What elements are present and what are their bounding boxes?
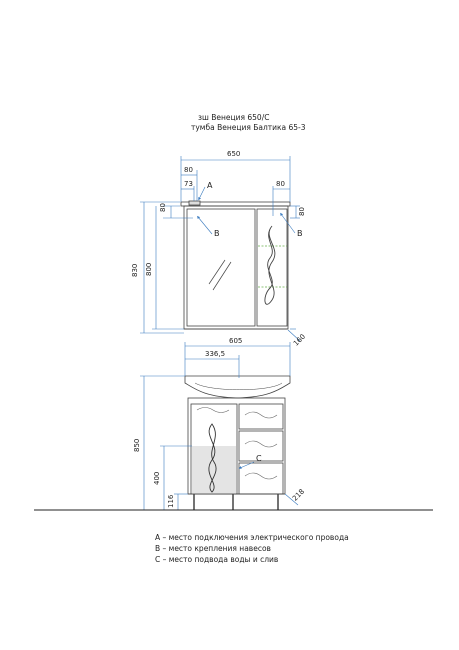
title-line-2: тумба Венеция Балтика 65-3	[191, 123, 306, 132]
dim-650	[181, 156, 290, 202]
mirror-cabinet	[181, 201, 290, 329]
dim-label-605: 605	[229, 337, 243, 345]
basin	[185, 376, 290, 398]
dim-label-80-left: 80	[184, 166, 193, 174]
drawer-3	[239, 463, 283, 494]
dim-label-850: 850	[133, 438, 141, 452]
legend-line-b: В – место крепления навесов	[155, 544, 271, 553]
dim-label-80-right: 80	[276, 180, 285, 188]
mirror-door	[187, 209, 255, 326]
dim-label-830: 830	[131, 263, 139, 277]
dim-label-116: 116	[167, 494, 175, 508]
marker-c-label: C	[256, 454, 262, 463]
marker-b-label-right: B	[297, 229, 303, 238]
markers-cabinet	[198, 187, 295, 234]
dim-label-336-5: 336,5	[205, 350, 226, 358]
dim-label-160: 160	[292, 332, 308, 348]
title-line-1: зш Венеция 650/С	[198, 113, 270, 122]
dim-label-650: 650	[227, 150, 241, 158]
cabinet-body	[184, 206, 288, 329]
marker-a-label: A	[207, 181, 213, 190]
door-ornament	[265, 226, 275, 304]
drawer-1	[239, 404, 283, 429]
dim-label-400: 400	[153, 471, 161, 485]
lamp-fitting	[189, 201, 200, 205]
legend-line-c: С – место подвода воды и слив	[155, 555, 279, 564]
dim-label-73: 73	[184, 180, 193, 188]
dim-label-80-vert-right: 80	[298, 207, 306, 216]
dim-label-218: 218	[291, 487, 307, 503]
legend-line-a: А – место подключения электрического провода	[155, 533, 349, 542]
marker-b-label-left: B	[214, 229, 220, 238]
dim-label-80-vert-left: 80	[159, 203, 167, 212]
dim-label-800: 800	[145, 262, 153, 276]
